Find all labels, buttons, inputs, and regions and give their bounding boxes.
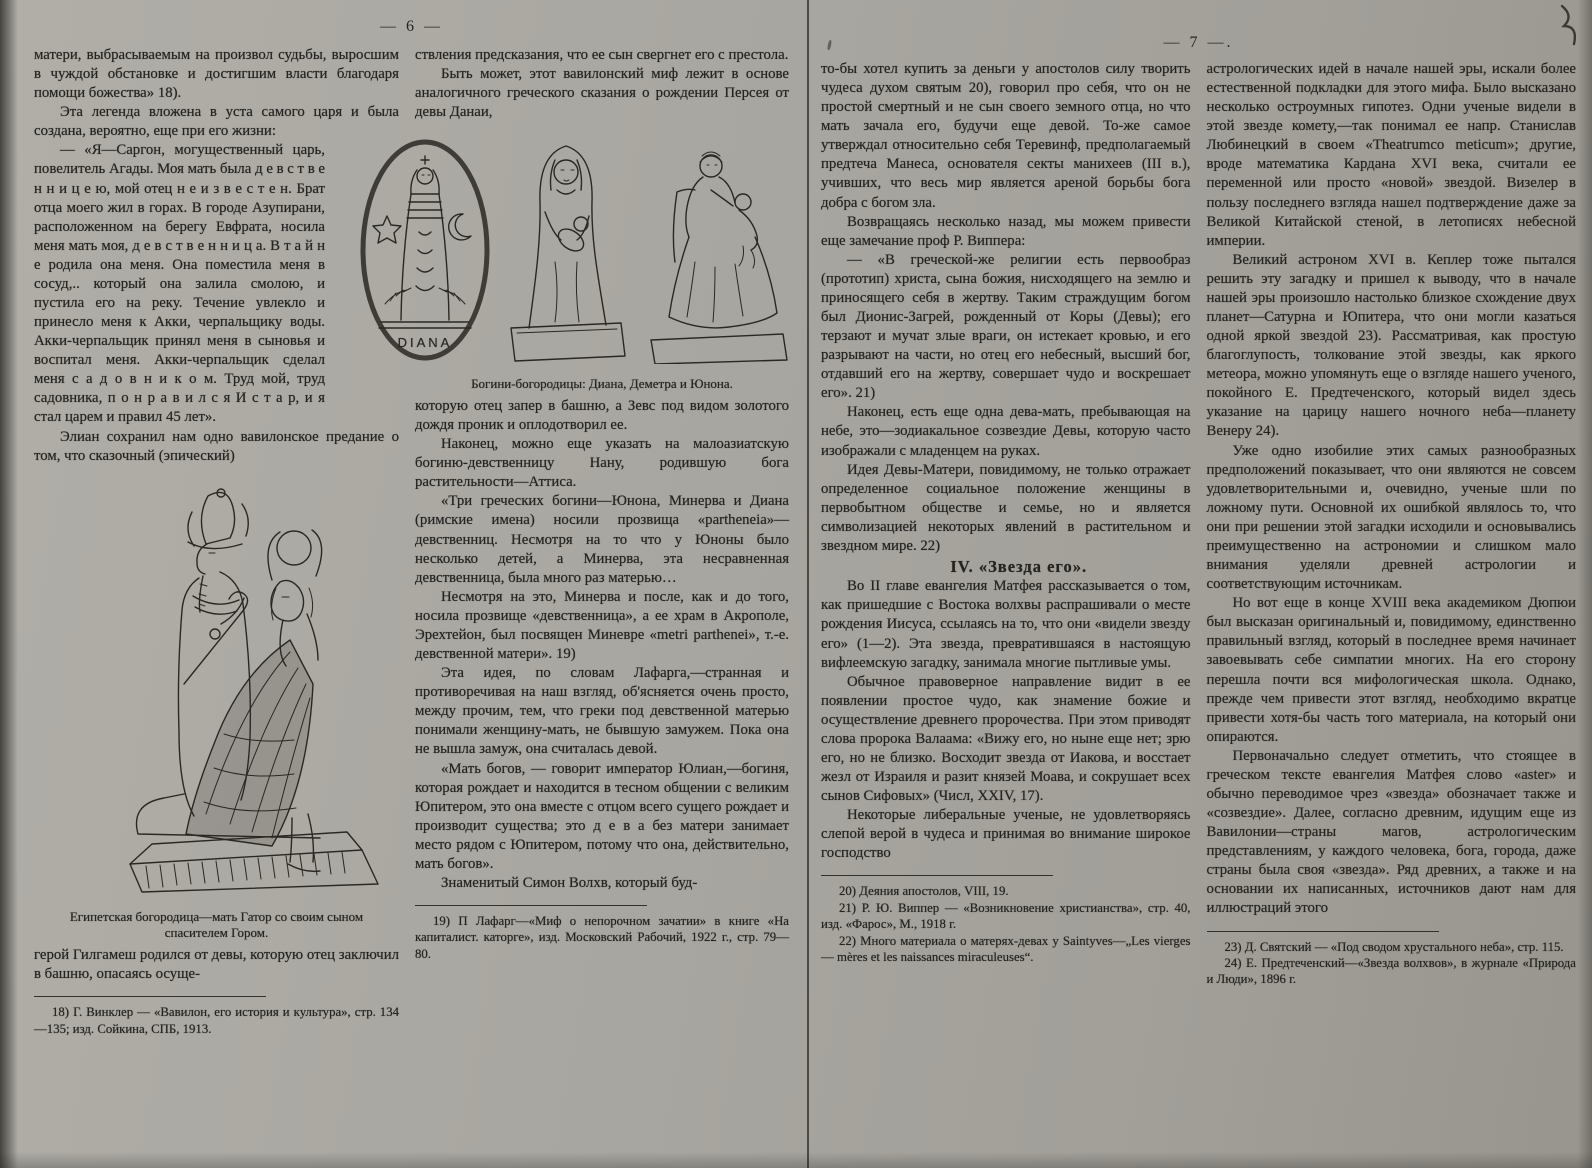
paragraph: астрологических идей в начале нашей эры, искали более естественной подкладки для этого мифа. Было высказано несколько остроумных гипотез. Одни ученые видели в этой звезде комету,—так понимал ее напр. Станислав Любинецкий в своем «Theatrumco meticum»; другие, вроде математика Кардана XVI века, считали ее переменной или просто «новой» звездой. Визелер в пользу последнего взгляда нашел подтверждение даже за Великой Китайской стеной, в летописях небесной империи. <box>1206 61 1576 249</box>
paragraph: — «В греческой-же религии есть первообраз (прототип) христа, сына божия, нисходящего на землю и приносящего себя в жертву. Таким страждущим богом был Дионис-Загрей, рожденный от Коры (Девы); его терзают и мучат злые враги, он истекает кровью, и его разрывают на части, но отец его небесный, высший бог, отдавший его на жертву, совершает чудо и воскрешает его». 21) <box>821 251 1191 402</box>
footnotes-page6-col1 <box>34 1004 399 1037</box>
page-6-columns <box>34 46 789 1037</box>
paragraph: Уже одно изобилие этих самых разнообразных предположений показывает, что они являются не совсем удовлетворительными и, очевидно, ученые шли по ложному пути. Основной их ошибкой являлось то, что они при решении этой загадки исходили и основывались преимущественно на астрономии и слишком мало внимания уделяли древней астрологии и соответствующим источникам. <box>1206 442 1576 593</box>
diana-label: DIANA <box>397 335 453 351</box>
figure-three-goddesses <box>397 128 789 393</box>
egyptian-godmother-illustration <box>122 482 392 897</box>
paragraph: Несмотря на это, Минерва и после, как и до того, носила прозвище «девственница», а ее храм в Акрополе, Эрехтейон, был посвящен Миневре «metri parthenei», т.-е. девственной матери». 19) <box>415 588 789 663</box>
footnote-rule <box>1207 931 1439 932</box>
paragraph: герой Гилгамеш родился от девы, которую отец заключил в башню, опасаясь осуще- <box>34 947 399 983</box>
paragraph: которую отец запер в башню, а Зевс под видом золотого дождя проник и оплодотворил ее. <box>415 398 789 434</box>
paragraph: Великий астроном XVI в. Кеплер тоже пытался решить эту загадку и пришел к выводу, что в начале нашей эры произошло настолько близкое схождение двух планет—Сатурна и Юпитера, что они могли казаться одной яркой звездой 23). Рассматривая, как простую благоглупость, толкование этой звезды, как яркого метеора, можно упомянуть еще о взгляде нашего ученого, покойного Е. Предтеченского, который видел здесь указание на царицу нашего ночного неба—планету Венеру 24). <box>1206 251 1576 440</box>
paragraph: Обычное правоверное направление видит в ее появлении простое чудо, как знамение божие и осуществление древнего пророчества. При этом приводят слова пророка Валаама: «Вижу его, но ныне еще нет; зрю его, но не близко. Восходит звезда от Иакова, и восстает жезл от Израиля и разит князей Моава, и сокрушает всех сынов Сифовых» (Числ, XXIV, 17). <box>821 673 1191 805</box>
paragraph: Но вот еще в конце XVIII века академиком Дюпюи был высказан оригинальный и, повидимому, единственно правильный взгляд, который в последнее время начинает завоевывать себе симпатии многих. На его сторону перешла почти вся мифологическая школа. Однако, прежде чем привести этот взгляд, необходимо вкратце привести хотя-бы часть того материала, на который они опираются. <box>1206 595 1576 745</box>
handwritten-mark <box>1554 2 1588 48</box>
page-6-column-2 <box>397 46 789 962</box>
paragraph: «Три греческих богини—Юнона, Минерва и Диана (римские имена) носили прозвища «partheneia»—девственниц. Несмотря на то что у Юноны было несколько детей, а Минерва, эта несравненная девственница, была много раз матерью… <box>415 493 789 586</box>
paragraph: Элиан сохранил нам одно вавилонское предание о том, что сказочный (эпический) <box>34 428 399 464</box>
page-7 <box>807 0 1592 1168</box>
paragraph: ствления предсказания, что ее сын свергнет его с престола. <box>415 47 789 63</box>
paragraph: Идея Девы-Матери, повидимому, не только отражает определенное социальное положение женщины в первобытном обществе и семье, но и является символизацией некоторых явлений в растительном и звездном мире. 22) <box>821 461 1191 554</box>
page-6-column-1 <box>34 46 399 1037</box>
footnote-rule <box>821 875 1053 876</box>
paragraph: матери, выбрасываемым на произвол судьбы, выросшим в чуждой обстановке и достигшим власти благодаря помощи божества» 18). <box>34 47 399 102</box>
page-7-column-2 <box>1207 60 1577 988</box>
paragraph: Эта легенда вложена в уста самого царя и была создана, вероятно, еще при его жизни: <box>34 104 399 140</box>
paragraph: то-бы хотел купить за деньги у апостолов силу творить чудеса духом святым 20), говорил про себя, что он не простой смертный и не сын своего земного отца, но что мать зачала его, будучи еще девой. То-же самое утверждал относительно себя Теревинф, предполагаемый предтеча Манеса, основателя секты манихеев (III в.), учивших, что весь мир является ареной борьбы бога добра с богом зла. <box>821 61 1191 211</box>
footnote: 20) Деяния апостолов, VIII, 19. <box>839 884 1009 899</box>
footnotes-page6-col2 <box>415 913 789 962</box>
figure-egyptian-madonna <box>34 472 399 942</box>
paragraph: Первоначально следует отметить, что стоящее в греческом тексте евангелия Матфея слово «aster» и обычно переводимое чрез «звезда» обозначает также и «созвездие». Далее, согласно древним, идущим еще из Вавилонии—страны магов, астрологическим представлениям, у каждого человека, бога, города, даже страны была своя «звезда». Ряд древних, а также и на основании их написанных, источников дают нам для иллюстраций этого <box>1206 747 1576 917</box>
page-number-7: — 7 —. <box>1163 34 1234 51</box>
paragraph: Наконец, можно еще указать на малоазиатскую богиню-девственницу Нану, родившую бога растительности—Аттиса. <box>415 436 789 491</box>
paragraph: Наконец, есть еще одна дева-мать, пребывающая на небе, это—зодиакальное созвездие Девы, которую часто изображали с младенцем на руках. <box>821 404 1191 459</box>
footnote: 18) Г. Винклер — «Вавилон, его история и культура», стр. 134—135; изд. Сойкина, СПБ, 1913. <box>34 1005 399 1036</box>
paragraph: Возвращаясь несколько назад, мы можем привести еще замечание проф Р. Виппера: <box>821 213 1191 249</box>
page-7-column-1 <box>821 60 1191 965</box>
footnote: 24) Е. Предтеченский—«Звезда волхвов», в журнале «Природа и Люди», 1896 г. <box>1206 955 1576 987</box>
section-heading-star: IV. «Звезда его». <box>950 557 1088 577</box>
footnote-rule <box>415 905 647 906</box>
footnotes-page7-col2 <box>1207 939 1577 988</box>
paragraph: «Мать богов, — говорит император Юлиан,—богиня, которая рождает и находится в тесном общении с великим Юпитером, это она вместе с отцом всего сущего рождает и производит существа; это д е в а без матери занимает место рядом с Юпитером, потому что она, действительно, мать богов». <box>415 760 789 872</box>
page-number-6: — 6 — <box>380 18 443 35</box>
paragraph: Во II главе евангелия Матфея рассказывается о том, как пришедшие с Востока волхвы распрашивали о месте рождения Иисуса, ссылаясь на то, что они «видели звезду его» (1—2). Эта звезда, превратившаяся в настоящую вифлеемскую загадку, занимала многие пытливые умы. <box>821 578 1191 671</box>
goddess-godmothers-illustration <box>359 132 789 364</box>
footnote: 19) П Лафарг—«Миф о непорочном зачатии» в книге «На капиталист. каторге», изд. Московский Рабочий, 1922 г., стр. 79—80. <box>415 914 789 961</box>
paragraph: Некоторые либеральные ученые, не удовлетворяясь слепой верой в чудеса и принимая во внимание широкое господство <box>821 807 1191 862</box>
goddess-figure-caption: Богини-богородицы: Диана, Деметра и Юнона. <box>471 376 733 392</box>
footnote-rule <box>34 996 266 997</box>
paragraph: Быть может, этот вавилонский миф лежит в основе аналогичного греческого сказания о рождении Персея от девы Данаи, <box>415 66 789 121</box>
footnote: 22) Много материала о матерях-девах у Saintyves—„Les vierges — mères et les naissances miraculeuses“. <box>821 933 1191 964</box>
page-7-columns <box>821 60 1576 988</box>
footnote: 23) Д. Святский — «Под сводом хрустального неба», стр. 115. <box>1224 939 1564 954</box>
egyptian-figure-caption: Египетская богородица—мать Гатор со своим сыном спасителем Гором. <box>69 908 364 941</box>
footnotes-page7-col1 <box>821 883 1191 965</box>
paragraph: Знаменитый Симон Волхв, который буд- <box>441 874 698 891</box>
paragraph: Эта идея, по словам Лафарга,—странная и противоречивая на наш взгляд, об'ясняется очень просто, между прочим, тем, что греки под девственной матерью понимали женщину-мать, не бывшую замужем. Пока она не вышла замуж, она считалась девой. <box>415 665 789 758</box>
footnote: 21) Р. Ю. Виппер — «Возникновение христианства», стр. 40, изд. «Фарос», М., 1918 г. <box>821 900 1191 932</box>
sargon-speech-paragraph: — «Я—Саргон, могущественный царь, повелитель Агады. Моя мать была д е в с т в е н н и ц е ю, мой отец н е и з в е с т е н. Брат отца моего жил в горах. В городе Азупирани, расположенном на берегу Евфрата, носила меня мать моя, д е в с т в е н н и ц а. В т а й н е родила она меня. Она поместила меня в сосуд,.. который она залила смолою, и пустила его на реку. Течение увлекло и принесло меня к Акки, черпальщику воды. Акки-черпальщик принял меня в сыновья и воспитал меня. Акки-черпальщик сделал меня с а д о в н и к о м. Труд мой, труд садовника, п о н р а в и л с я И с т а р, и я стал царем и правил 45 лет». <box>34 142 325 426</box>
